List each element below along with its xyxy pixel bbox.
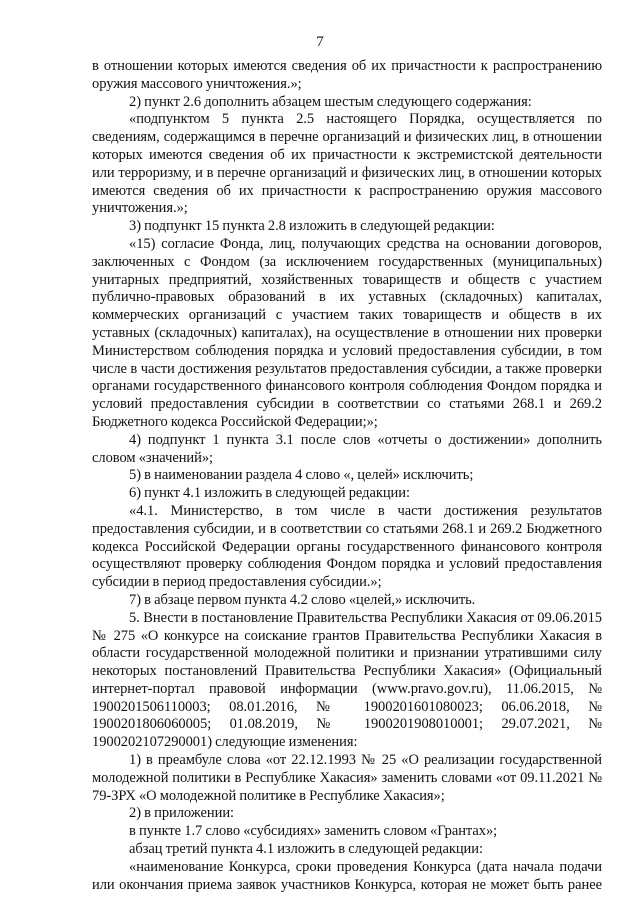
document-body <box>92 58 602 894</box>
paragraph: «4.1. Министерство, в том числе в части достижения результатов предоставления субсидии, и в соответствии со статьями 268.1 и 269.2 Бюджетного кодекса Российской Федерации органы государственного финансового контроля осуществляют проверку соблюдения Фондом порядка и условий предоставления субсидии в период предоставления субсидии.»; <box>92 502 602 591</box>
paragraph: 4) подпункт 1 пункта 3.1 после слов «отчеты о достижении» дополнить словом «значений»; <box>92 431 602 466</box>
paragraph: 5) в наименовании раздела 4 слово «, целей» исключить; <box>129 467 474 484</box>
paragraph: 1) в преамбуле слова «от 22.12.1993 № 25 «О реализации государственной молодежной политики в Республике Хакасия» заменить словами «от 09.11.2021 № 79-ЗРХ «О молодежной политике в Республике Хакасия»; <box>92 752 602 804</box>
paragraph: в пункте 1.7 слово «субсидиях» заменить словом «Грантах»; <box>129 823 498 840</box>
paragraph: «подпунктом 5 пункта 2.5 настоящего Порядка, осуществляется по сведениям, содержащимся в перечне организаций и физических лиц, в отношении которых имеются сведения об их причастности к экстремистской деятельности или терроризму, и в перечне организаций и физических лиц, в отношении которых имеются сведения об их причастности к распространению оружия массового уничтожения.»; <box>92 111 602 217</box>
paragraph: 6) пункт 4.1 изложить в следующей редакции: <box>129 485 410 502</box>
page-number: 7 <box>316 34 324 50</box>
paragraph: 7) в абзаце первом пункта 4.2 слово «целей,» исключить. <box>129 591 476 608</box>
paragraph: в отношении которых имеются сведения об их причастности к распространению оружия массового уничтожения.»; <box>92 58 602 92</box>
paragraph: 2) пункт 2.6 дополнить абзацем шестым следующего содержания: <box>129 93 532 110</box>
paragraph: абзац третий пункта 4.1 изложить в следующей редакции: <box>129 841 483 858</box>
paragraph: «15) согласие Фонда, лиц, получающих средства на основании договоров, заключенных с Фондом (за исключением государственных (муниципальных) унитарных предприятий, хозяйственных товариществ и обществ с участием публично-правовых образований в их уставных (складочных) капиталах, коммерческих организаций с участием таких товариществ и обществ в их уставных (складочных) капиталах), на осуществление в отношении них проверки Министерством соблюдения порядка и условий предоставления субсидии, в том числе в части достижения результатов предоставления субсидии, а также проверки органами государственного финансового контроля соблюдения Фондом порядка и условий предоставления субсидии в соответствии со статьями 268.1 и 269.2 Бюджетного кодекса Российской Федерации;»; <box>92 235 602 430</box>
paragraph: «наименование Конкурса, сроки проведения Конкурса (дата начала подачи или окончания приема заявок участников Конкурса, которая не может быть ранее <box>92 858 602 893</box>
paragraph: 5. Внести в постановление Правительства Республики Хакасия от 09.06.2015 № 275 «О конкурсе на соискание грантов Правительства Республики Хакасия в области государственной молодежной политики и признании утратившими силу некоторых постановлений Правительства Республики Хакасия» (Официальный интернет-портал правовой информации (www.pravo.gov.ru), 11.06.2015, № 1900201506110003; 08.01.2016, № 1900201601080023; 06.06.2018, № 1900201806060005; 01.08.2019, № 1900201908010001; 29.07.2021, № 1900202107290001) следующие изменения: <box>92 609 602 751</box>
paragraph: 2) в приложении: <box>129 805 235 822</box>
paragraph: 3) подпункт 15 пункта 2.8 изложить в следующей редакции: <box>129 218 495 235</box>
